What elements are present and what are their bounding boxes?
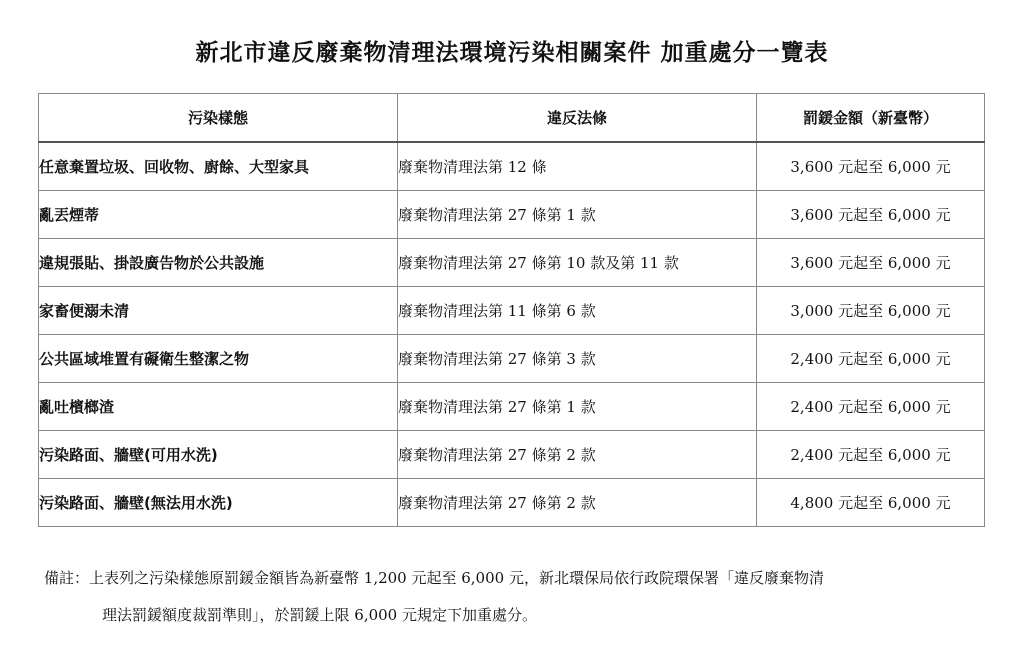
table-row <box>39 287 985 335</box>
header-violated-law: 違反法條 <box>398 94 757 143</box>
header-pollution-type: 污染樣態 <box>39 94 398 143</box>
pollution-type-cell: 亂丟煙蒂 <box>39 191 398 239</box>
pollution-type-cell: 任意棄置垃圾、回收物、廚餘、大型家具 <box>39 142 398 191</box>
violated-law-cell: 廢棄物清理法第 12 條 <box>398 142 757 191</box>
table-row <box>39 142 985 191</box>
fine-amount-cell: 3,600 元起至 6,000 元 <box>757 142 985 191</box>
violated-law-cell: 廢棄物清理法第 27 條第 2 款 <box>398 431 757 479</box>
footnote-line-1: 備註：上表列之污染樣態原罰鍰金額皆為新臺幣 1,200 元起至 6,000 元，新北環保局依行政院環保署「違反廢棄物清 <box>44 569 824 587</box>
penalty-table <box>38 93 985 527</box>
fine-amount-cell: 3,000 元起至 6,000 元 <box>757 287 985 335</box>
table-row <box>39 191 985 239</box>
fine-amount-cell: 4,800 元起至 6,000 元 <box>757 479 985 527</box>
pollution-type-cell: 亂吐檳榔渣 <box>39 383 398 431</box>
table-row <box>39 479 985 527</box>
pollution-type-cell: 污染路面、牆壁(無法用水洗) <box>39 479 398 527</box>
violated-law-cell: 廢棄物清理法第 11 條第 6 款 <box>398 287 757 335</box>
violated-law-cell: 廢棄物清理法第 27 條第 1 款 <box>398 191 757 239</box>
table-row <box>39 239 985 287</box>
footnote <box>44 560 1004 634</box>
pollution-type-cell: 違規張貼、掛設廣告物於公共設施 <box>39 239 398 287</box>
header-fine-amount: 罰鍰金額（新臺幣） <box>757 94 985 143</box>
fine-amount-cell: 2,400 元起至 6,000 元 <box>757 431 985 479</box>
table-row <box>39 335 985 383</box>
fine-amount-cell: 3,600 元起至 6,000 元 <box>757 191 985 239</box>
violated-law-cell: 廢棄物清理法第 27 條第 10 款及第 11 款 <box>398 239 757 287</box>
fine-amount-cell: 2,400 元起至 6,000 元 <box>757 335 985 383</box>
pollution-type-cell: 家畜便溺未清 <box>39 287 398 335</box>
table-row <box>39 383 985 431</box>
footnote-line-2: 理法罰鍰額度裁罰準則」，於罰鍰上限 6,000 元規定下加重處分。 <box>102 606 537 624</box>
table-row <box>39 431 985 479</box>
violated-law-cell: 廢棄物清理法第 27 條第 1 款 <box>398 383 757 431</box>
violated-law-cell: 廢棄物清理法第 27 條第 3 款 <box>398 335 757 383</box>
page-title: 新北市違反廢棄物清理法環境污染相關案件 加重處分一覽表 <box>195 40 829 66</box>
pollution-type-cell: 污染路面、牆壁(可用水洗) <box>39 431 398 479</box>
pollution-type-cell: 公共區域堆置有礙衛生整潔之物 <box>39 335 398 383</box>
table-header-row <box>39 94 985 143</box>
fine-amount-cell: 2,400 元起至 6,000 元 <box>757 383 985 431</box>
violated-law-cell: 廢棄物清理法第 27 條第 2 款 <box>398 479 757 527</box>
fine-amount-cell: 3,600 元起至 6,000 元 <box>757 239 985 287</box>
